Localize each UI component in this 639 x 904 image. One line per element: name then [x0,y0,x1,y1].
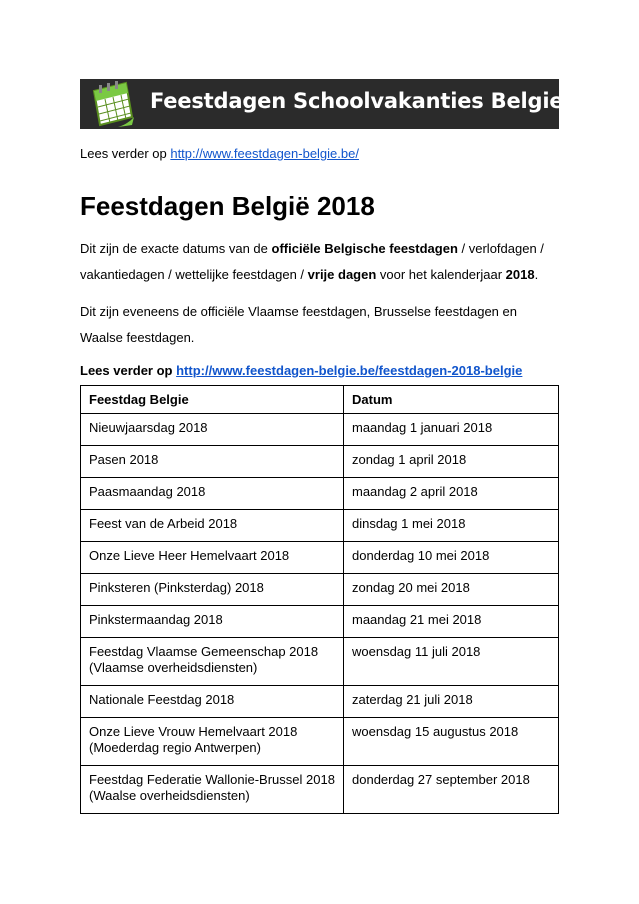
holiday-date-cell: zondag 20 mei 2018 [344,574,559,606]
table-row [81,574,559,606]
table-row [81,686,559,718]
paragraph-1-bold-c: 2018 [505,266,535,282]
table-row [81,718,559,766]
holiday-date-cell: zaterdag 21 juli 2018 [344,686,559,718]
column-header-holiday: Feestdag Belgie [81,386,344,414]
page-title: Feestdagen België 2018 [80,191,375,221]
holiday-name-cell: Onze Lieve Heer Hemelvaart 2018 [81,542,344,574]
holiday-date-cell: zondag 1 april 2018 [344,446,559,478]
table-row [81,606,559,638]
table-row [81,446,559,478]
holiday-name-cell: Nieuwjaarsdag 2018 [81,414,344,446]
table-row [81,510,559,542]
holidays-table [80,385,559,814]
holiday-name-cell: Feest van de Arbeid 2018 [81,510,344,542]
holiday-date-cell: donderdag 10 mei 2018 [344,542,559,574]
holiday-name-cell: Paasmaandag 2018 [81,478,344,510]
paragraph-1-bold-b: vrije dagen [307,266,377,282]
paragraph-1-text-d: . [534,266,539,282]
paragraph-2: Dit zijn eveneens de officiële Vlaamse feestdagen, Brusselse feestdagen en Waalse feestdagen. [80,304,517,345]
site-banner [80,79,564,129]
intro-line [80,143,359,164]
paragraph-1-text-b: / verlofdagen / vakantiedagen / wettelijke feestdagen / [80,241,544,282]
holiday-name-cell: Pinksteren (Pinksterdag) 2018 [81,574,344,606]
table-row [81,414,559,446]
holiday-date-cell: maandag 21 mei 2018 [344,606,559,638]
paragraph-1-text-c: voor het kalenderjaar [376,266,506,282]
holiday-name-cell: Pasen 2018 [81,446,344,478]
holiday-name-cell: Feestdag Vlaamse Gemeenschap 2018 (Vlaamse overheidsdiensten) [81,638,344,686]
holiday-date-cell: woensdag 11 juli 2018 [344,638,559,686]
paragraph-1-bold-a: officiële Belgische feestdagen [271,241,458,256]
holiday-date-cell: maandag 2 april 2018 [344,478,559,510]
holiday-name-cell: Pinkstermaandag 2018 [81,606,344,638]
read-more-line [80,360,522,381]
table-row [81,478,559,510]
banner-title: Feestdagen Schoolvakanties Belgie [150,89,564,113]
holiday-date-cell: donderdag 27 september 2018 [344,766,559,814]
paragraph-1 [80,236,560,287]
holiday-date-cell: woensdag 15 augustus 2018 [344,718,559,766]
holiday-name-cell: Onze Lieve Vrouw Hemelvaart 2018 (Moederdag regio Antwerpen) [81,718,344,766]
read-more-link[interactable]: http://www.feestdagen-belgie.be/feestdagen-2018-belgie [176,363,523,378]
read-more-prefix: Lees verder op [80,363,177,378]
calendar-icon [88,77,136,129]
holiday-date-cell: maandag 1 januari 2018 [344,414,559,446]
intro-prefix: Lees verder op [80,146,171,161]
table-row [81,766,559,814]
paragraph-1-text-a: Dit zijn de exacte datums van de [80,241,272,256]
table-row [81,542,559,574]
column-header-date: Datum [344,386,559,414]
holiday-date-cell: dinsdag 1 mei 2018 [344,510,559,542]
intro-link[interactable]: http://www.feestdagen-belgie.be/ [170,146,359,161]
table-row [81,638,559,686]
holiday-name-cell: Nationale Feestdag 2018 [81,686,344,718]
holiday-name-cell: Feestdag Federatie Wallonie-Brussel 2018 (Waalse overheidsdiensten) [81,766,344,814]
table-header-row [81,386,559,414]
